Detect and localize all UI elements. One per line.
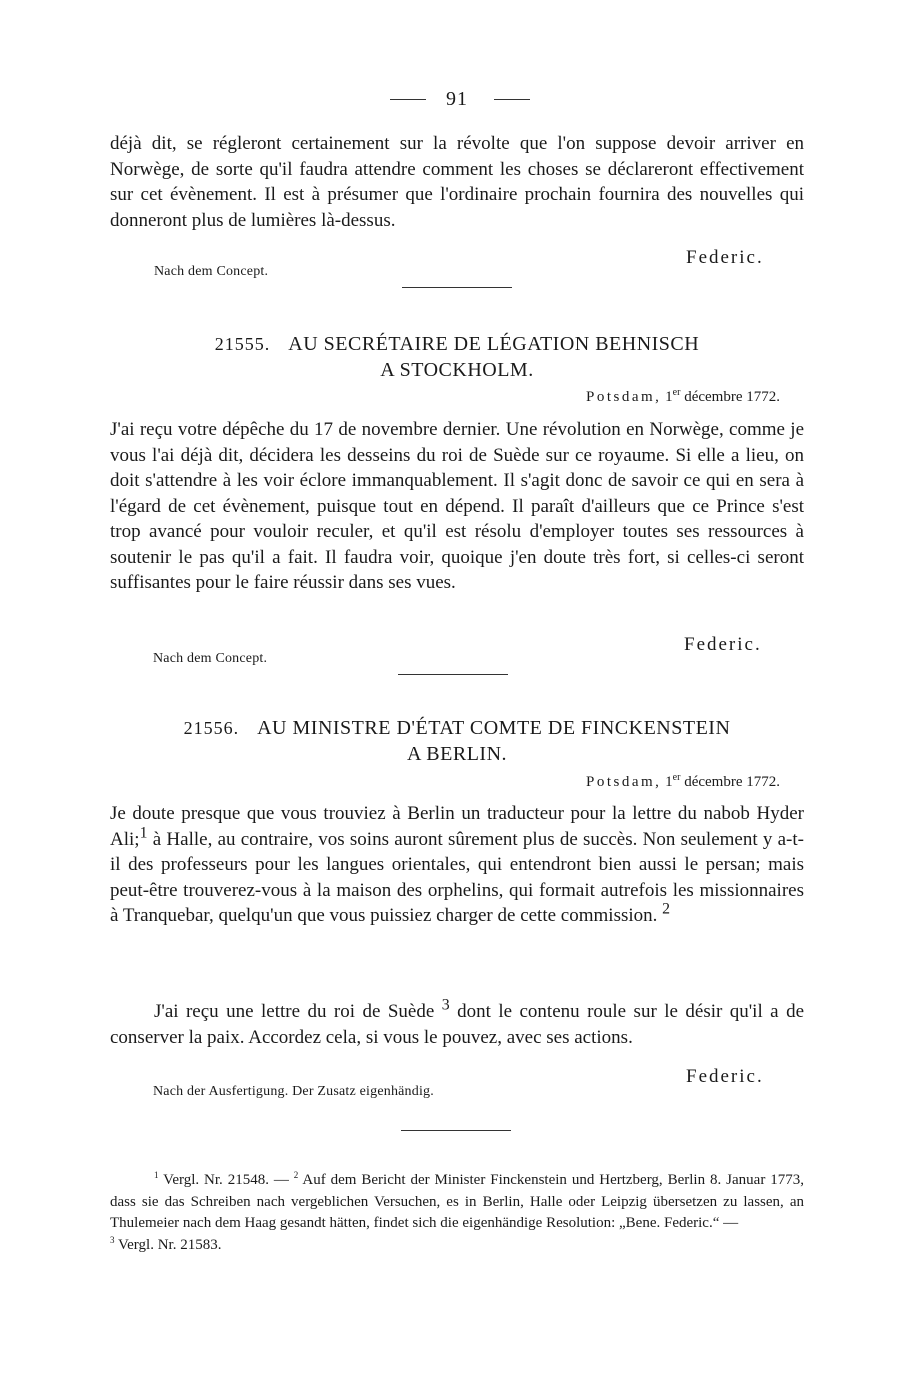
letter-body-21555: J'ai reçu votre dépêche du 17 de novembre dernier. Une révolution en Norwège, comme je vous l'ai déjà dit, décidera les desseins du roi de Suède sur ce royaume. Si elle a lieu, on doit s'attendre à les voir éclore immanquablement. Il s'agit donc de savoir ce qui en sera à l'égard de cet évènement, puisque tout en dépend. Il paraît d'ailleurs que ce Prince s'est trop avancé pour vouloir reculer, et qu'il est résolu d'employer toutes ses ressources à soutenir le pas qu'il a fait. Il faudra voir, quoique j'en doute très fort, si celles-ci seront suffisantes pour le faire réussir dans ses vues.	[110, 419, 804, 593]
letter-body-21556-paragraph-2	[110, 996, 804, 1050]
letter-place-date	[586, 389, 780, 406]
section-divider-2	[398, 674, 508, 675]
date-day: 1	[665, 774, 673, 790]
letter-signature-21555: Federic.	[684, 634, 762, 655]
footnote-number-3: 3	[110, 1234, 115, 1245]
footnote-number-2: 2	[293, 1170, 299, 1180]
footnote-ref-3: 3	[441, 996, 450, 1014]
footnote-2-text: Auf dem Bericht der Minister Finckenstein und Hertzberg, Berlin 8. Januar 1773, dass sie das Schreiben nach vergeblichen Versuchen, es in Berlin, Halle oder Leipzig übersetzen zu lassen, an Thulemeier nach dem Haag gesandt hätten, findet sich die eigenhändige Resolution: „Bene. Federic.“ —	[110, 1172, 804, 1231]
letter-body-21556-paragraph-1	[110, 801, 804, 929]
date-superscript: er	[672, 772, 681, 783]
date-superscript: er	[672, 387, 681, 398]
intro-source-note: Nach dem Concept.	[154, 264, 269, 279]
footnote-3-text: Vergl. Nr. 21583.	[117, 1236, 222, 1253]
date-text: décembre 1772.	[684, 774, 780, 790]
letter-heading-21556	[110, 715, 804, 767]
page-header	[110, 88, 804, 112]
footnote-1-text: Vergl. Nr. 21548. —	[163, 1172, 294, 1188]
page-number: 91	[446, 88, 468, 110]
letter-signature-21556: Federic.	[686, 1066, 764, 1087]
section-divider-1	[402, 287, 512, 288]
letter-number: 21556.	[183, 718, 240, 738]
body-text: dont le contenu roule sur le désir qu'il a de conserver la paix. Accordez cela, si vous le pouvez, avec ses actions.	[110, 1001, 804, 1048]
footnote-number-1: 1	[154, 1170, 159, 1180]
body-text: à Halle, au contraire, vos soins auront sûrement plus de succès. Non seulement y a-t-il des professeurs pour les langues orientales, qui entendront bien aussi le persan; mais peut-être trouverez-vous à la maison des orphelins, qui formait autrefois les missionnaires à Tranquebar, quelqu'un que vous puissiez charger de cette commission.	[110, 828, 804, 926]
intro-paragraph: déjà dit, se régleront certainement sur la révolte que l'on suppose devoir arriver en Norwège, de sorte qu'il faudra attendre comment les choses se déclareront effectivement sur cet évènement. Il est à présumer que l'ordinaire prochain fournira des nouvelles qui donneront plus de lumières là-dessus.	[110, 133, 804, 231]
letter-place-date	[586, 774, 780, 791]
section-divider-3	[401, 1130, 511, 1131]
place-name: Potsdam,	[585, 389, 662, 405]
footnotes	[110, 1170, 804, 1256]
header-dash-right	[494, 99, 530, 100]
footnote-ref-2: 2	[662, 900, 671, 918]
document-page	[110, 0, 804, 1392]
letter-heading-line1: AU MINISTRE D'ÉTAT COMTE DE FINCKENSTEIN	[257, 717, 731, 739]
place-name: Potsdam,	[585, 774, 662, 790]
body-text: J'ai reçu une lettre du roi de Suède	[154, 1001, 435, 1022]
letter-source-note-21555: Nach dem Concept.	[153, 651, 268, 666]
letter-heading-line2: A BERLIN.	[406, 743, 508, 765]
letter-heading-line1: AU SECRÉTAIRE DE LÉGATION BEHNISCH	[288, 333, 700, 355]
intro-signature: Federic.	[686, 247, 764, 268]
letter-number: 21555.	[214, 334, 271, 354]
body-text: Je doute presque que vous trouviez à Berlin un traducteur pour la lettre du nabob Hyder Ali;	[110, 803, 804, 850]
date-day: 1	[665, 389, 673, 405]
header-dash-left	[390, 99, 426, 100]
letter-heading-21555	[110, 331, 804, 383]
footnote-ref-1: 1	[139, 824, 148, 842]
letter-heading-line2: A STOCKHOLM.	[380, 359, 534, 381]
date-text: décembre 1772.	[684, 389, 780, 405]
letter-source-note-21556: Nach der Ausfertigung. Der Zusatz eigenhändig.	[153, 1084, 434, 1099]
